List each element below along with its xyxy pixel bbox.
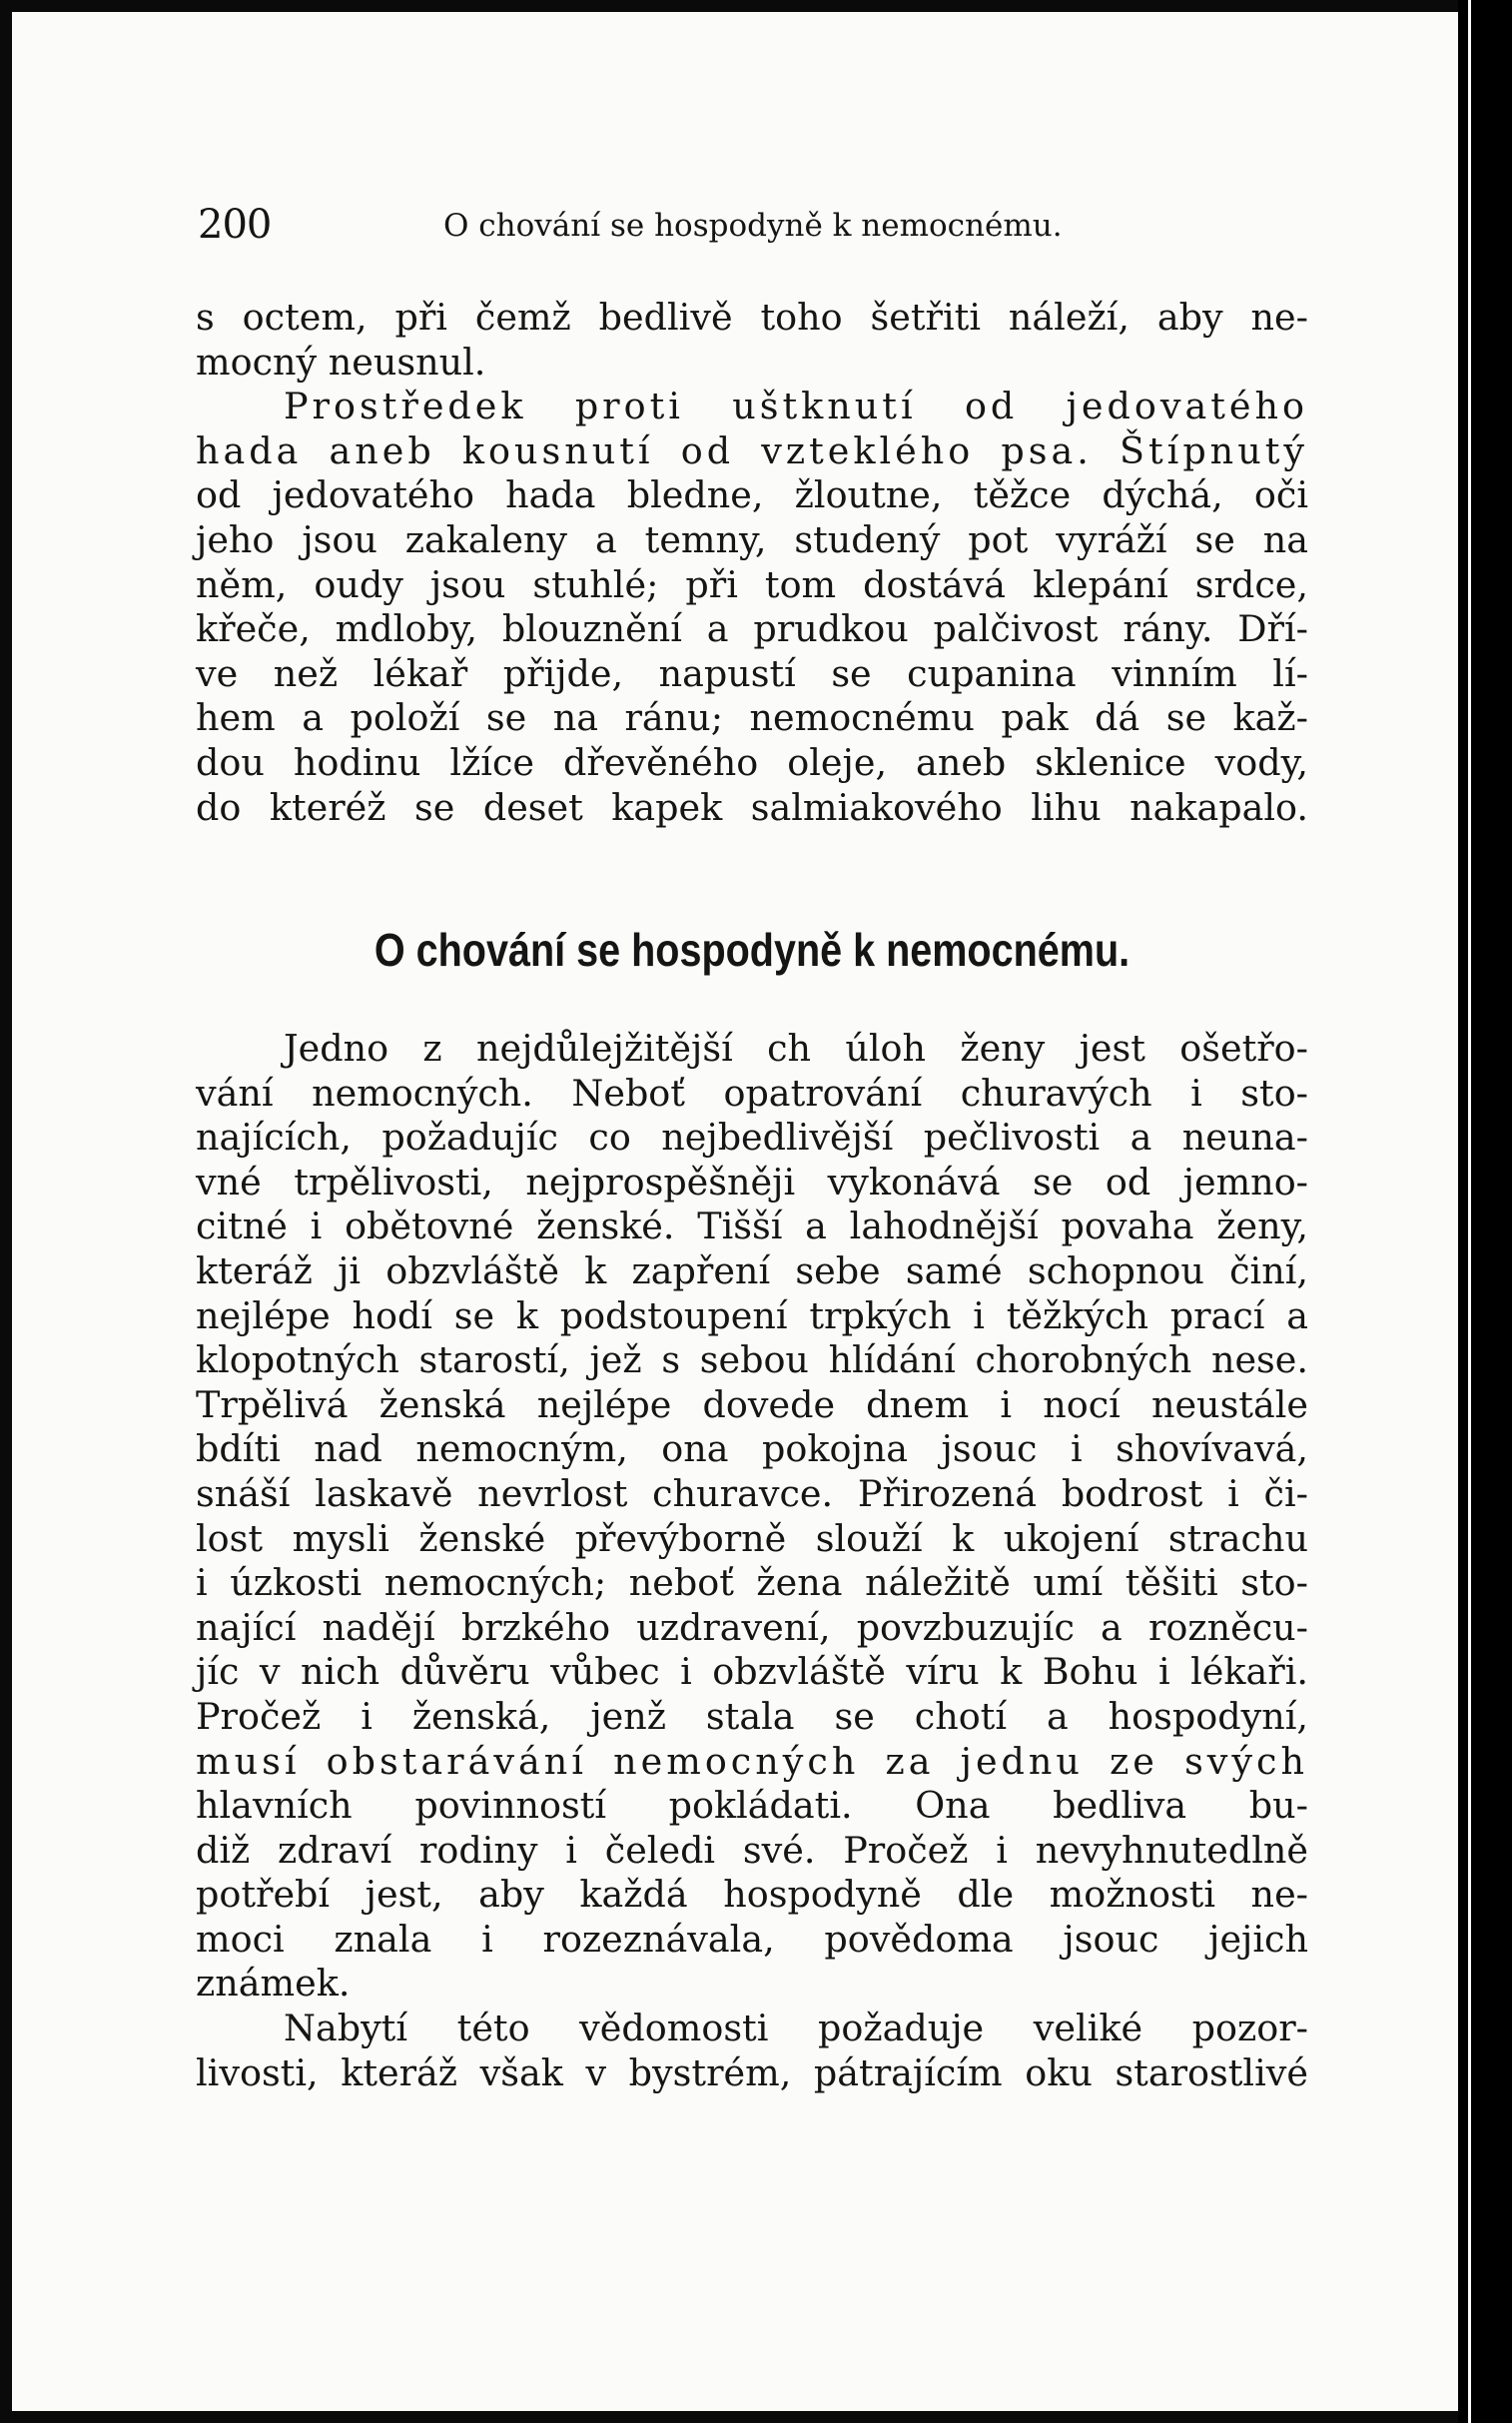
- page-header: [188, 196, 1306, 256]
- text-line: kteráž ji obzvláště k zapření sebe samé schopnou činí,: [196, 1248, 1308, 1292]
- text-line: mocný neusnul.: [196, 340, 486, 384]
- text-line: hada aneb kousnutí od vzteklého psa. Štípnutý: [196, 428, 1308, 472]
- text-line: známek.: [196, 1962, 351, 2006]
- text-line: do kteréž se deset kapek salmiakového lihu nakapalo.: [196, 785, 1308, 829]
- text-line: křeče, mdloby, blouznění a prudkou palčivost rány. Dří-: [196, 607, 1308, 651]
- text-line: nající nadějí brzkého uzdravení, povzbuzujíc a rozněcu-: [196, 1605, 1308, 1649]
- text-line: Jedno z nejdůlejžitější ch úloh ženy jest ošetřo-: [284, 1027, 1308, 1070]
- text-line: snáší laskavě nevrlost churavce. Přirozená bodrost i či-: [196, 1471, 1308, 1515]
- text-line: diž zdraví rodiny i čeledi své. Pročež i nevyhnutedlně: [196, 1828, 1308, 1872]
- text-line: hlavních povinností pokládati. Ona bedliva bu-: [196, 1784, 1308, 1828]
- text-line: citné i obětovné ženské. Tišší a lahodnější povaha ženy,: [196, 1205, 1308, 1248]
- text-line: i úzkosti nemocných; neboť žena náležitě umí těšiti sto-: [196, 1561, 1308, 1605]
- text-line: klopotných starostí, jež s sebou hlídání chorobných nese.: [196, 1338, 1308, 1382]
- text-line: najících, požadujíc co nejbedlivější pečlivosti a neuna-: [196, 1116, 1308, 1160]
- text-line: Trpělivá ženská nejlépe dovede dnem i nocí neustále: [196, 1382, 1308, 1426]
- text-line: od jedovatého hada bledne, žloutne, těžce dýchá, oči: [196, 473, 1308, 517]
- page-number: 200: [198, 202, 272, 248]
- text-line: bdíti nad nemocným, ona pokojna jsouc i shovívavá,: [196, 1427, 1308, 1471]
- text-line: dou hodinu lžíce dřevěného oleje, aneb sklenice vody,: [196, 740, 1308, 784]
- text-line: potřebí jest, aby každá hospodyně dle možnosti ne-: [196, 1873, 1308, 1917]
- book-page: [12, 12, 1458, 2411]
- text-block-antidote: [196, 296, 1308, 830]
- text-line: musí obstarávání nemocných za jednu ze svých: [196, 1739, 1308, 1783]
- text-block-nursing: [196, 1027, 1308, 2095]
- section-heading: O chování se hospodyně k nemocnému.: [374, 924, 1131, 976]
- text-line: vné trpělivosti, nejprospěšněji vykonává se od jemno-: [196, 1160, 1308, 1204]
- text-line: hem a položí se na ránu; nemocnému pak dá se kaž-: [196, 696, 1308, 740]
- text-line: Prostředek proti uštknutí od jedovatého: [284, 385, 1308, 428]
- text-line: něm, oudy jsou stuhlé; při tom dostává klepání srdce,: [196, 562, 1308, 606]
- text-line: lost mysli ženské převýborně slouží k ukojení strachu: [196, 1516, 1308, 1560]
- scan-border: [1458, 0, 1512, 2423]
- running-title: O chování se hospodyně k nemocnému.: [443, 208, 1063, 244]
- text-line: jíc v nich důvěru vůbec i obzvláště víru k Bohu i lékaři.: [196, 1650, 1308, 1694]
- text-line: jeho jsou zakaleny a temny, studený pot vyráží se na: [196, 517, 1308, 561]
- text-line: Nabytí této vědomosti požaduje veliké pozor-: [284, 2007, 1308, 2050]
- scan-edge-line: [1468, 0, 1471, 2423]
- text-line: s octem, při čemž bedlivě toho šetřiti náleží, aby ne-: [196, 296, 1308, 339]
- text-line: livosti, kteráž však v bystrém, pátrajícím oku starostlivé: [196, 2050, 1308, 2094]
- text-line: vání nemocných. Neboť opatrování churavých i sto-: [196, 1071, 1308, 1115]
- text-line: moci znala i rozeznávala, povědoma jsouc jejich: [196, 1917, 1308, 1961]
- text-line: Pročež i ženská, jenž stala se chotí a hospodyní,: [196, 1694, 1308, 1738]
- text-line: ve než lékař přijde, napustí se cupanina vinním lí-: [196, 651, 1308, 695]
- text-line: nejlépe hodí se k podstoupení trpkých i těžkých prací a: [196, 1293, 1308, 1337]
